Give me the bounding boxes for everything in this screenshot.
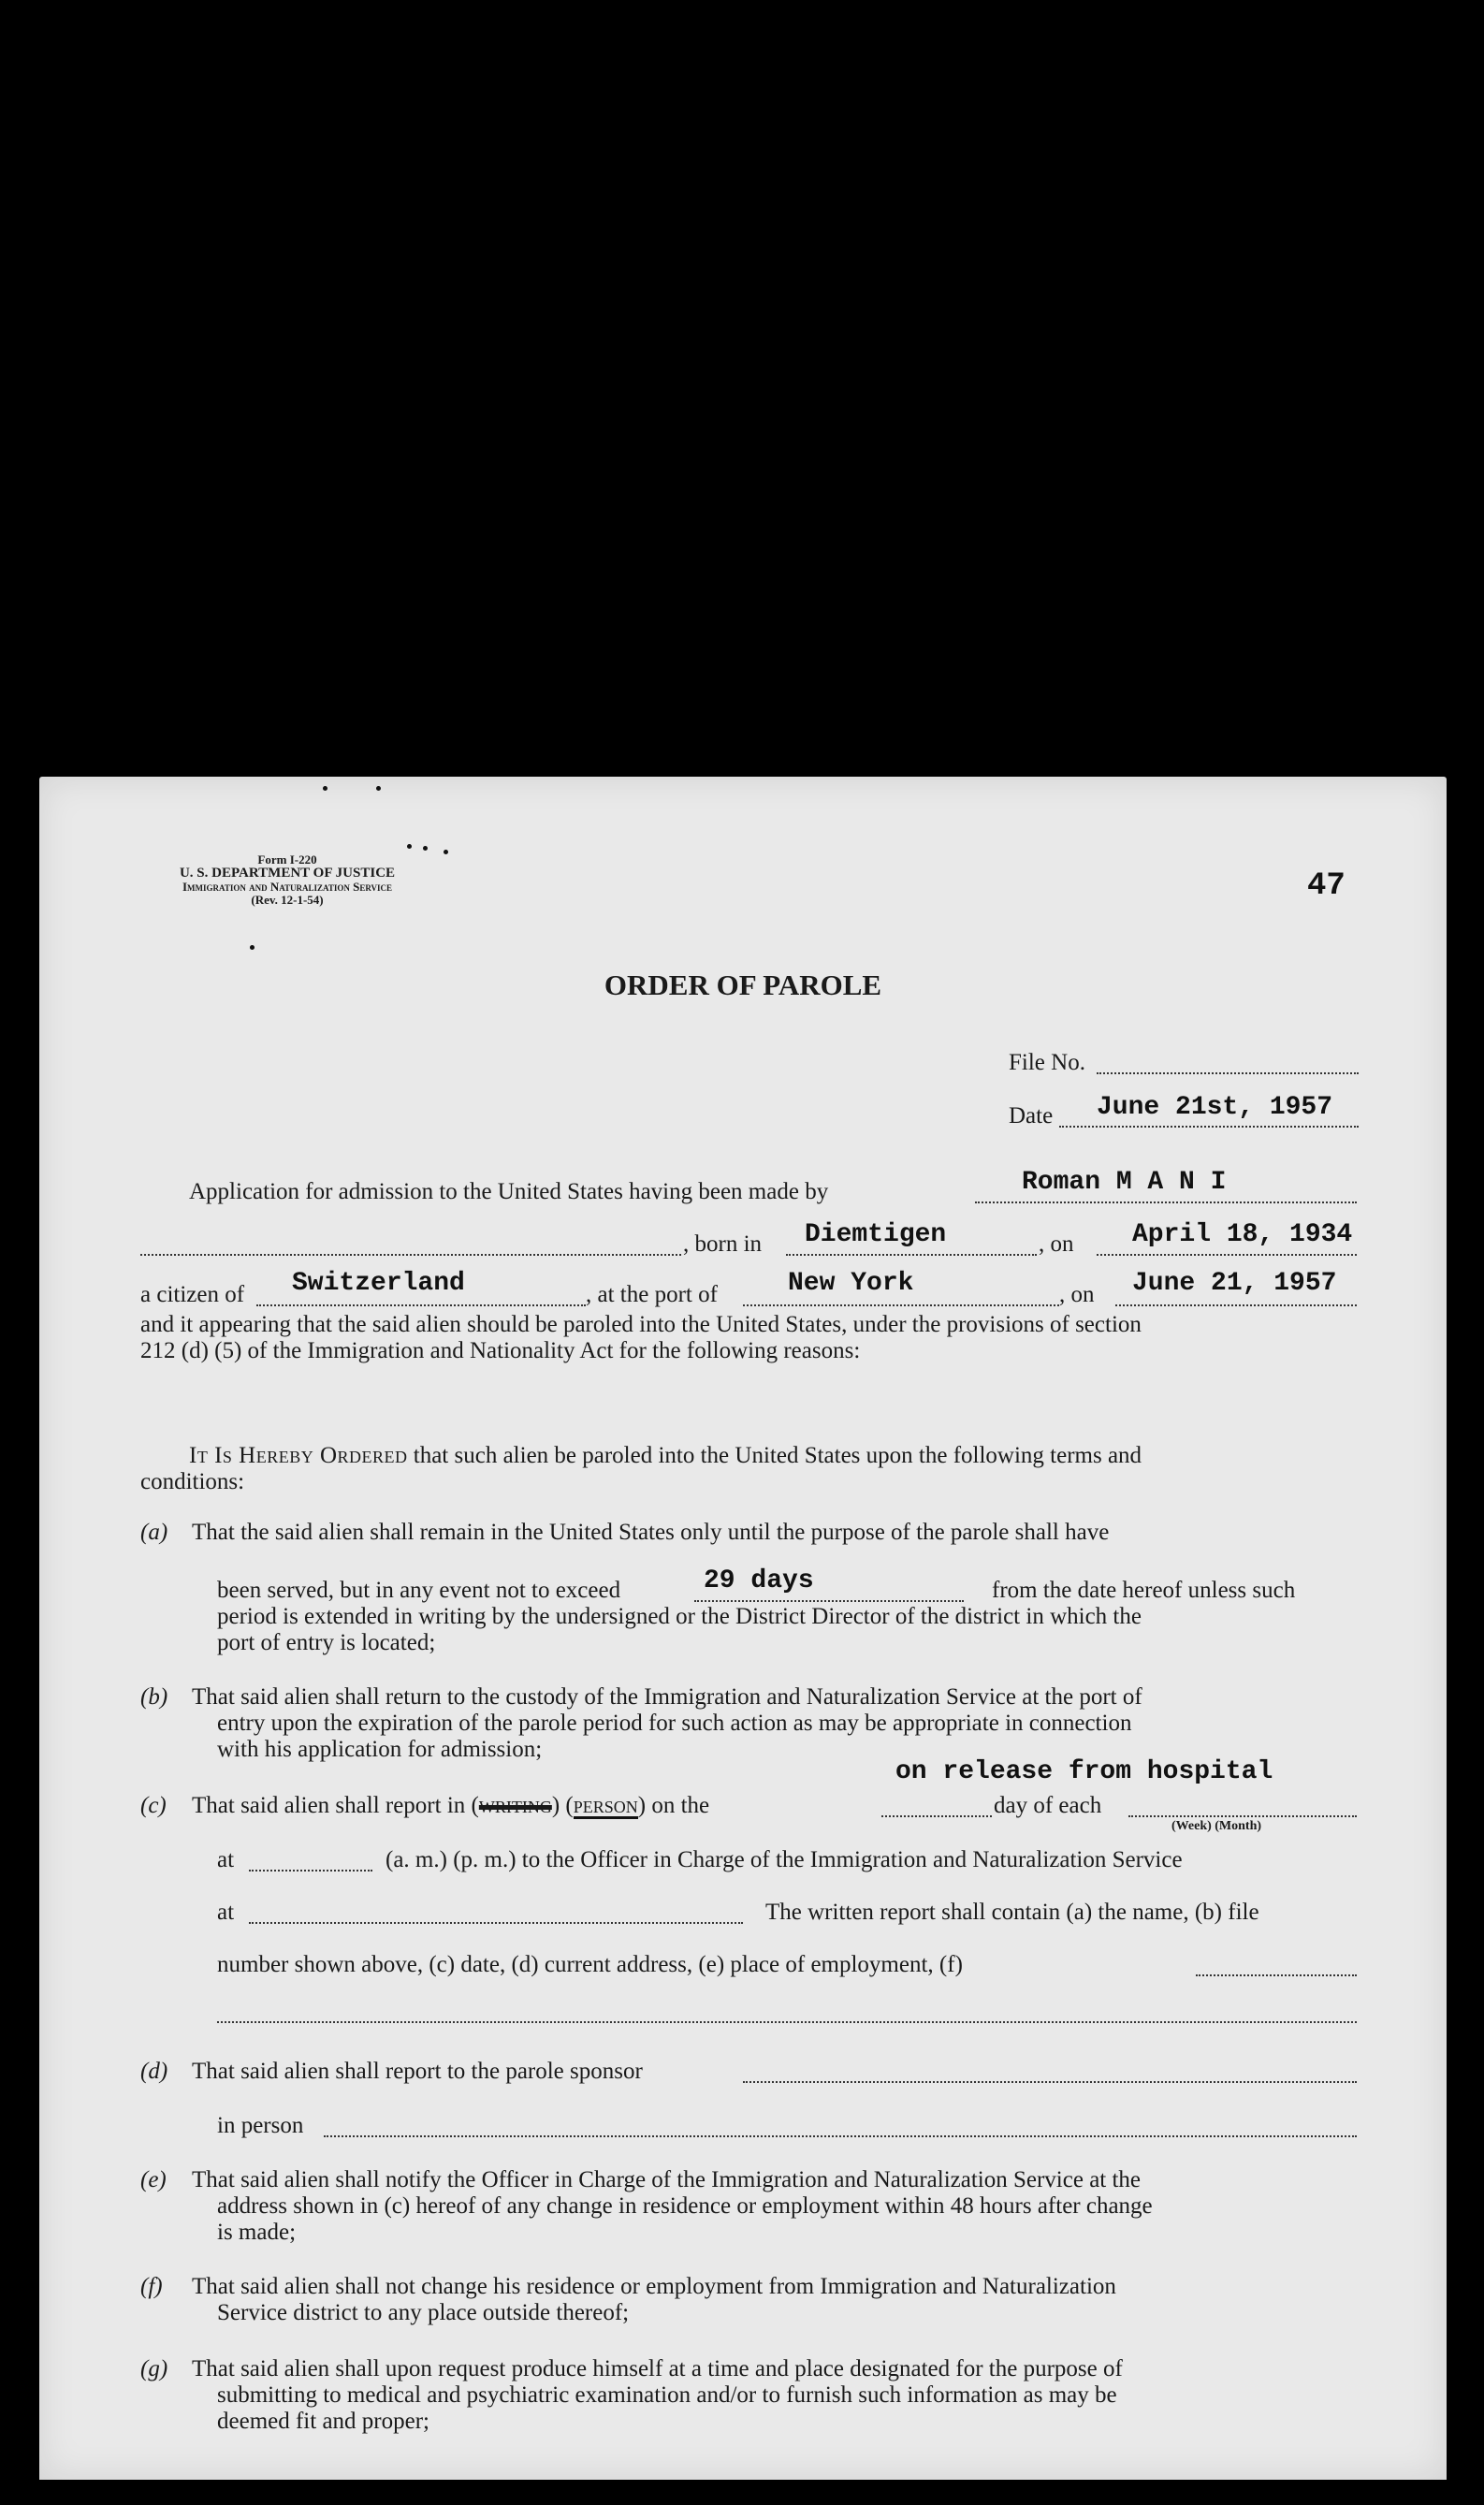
speck	[407, 844, 412, 849]
speck	[250, 945, 255, 950]
condition-a-line-2a: been served, but in any event not to exceed	[217, 1578, 621, 1603]
condition-c-at-label: at	[217, 1847, 235, 1872]
condition-f-line-2: Service district to any place outside thereof;	[217, 2300, 630, 2325]
born-in-label: , born in	[683, 1231, 763, 1257]
in-person-label: in person	[217, 2113, 304, 2138]
form-number: Form I-220	[257, 852, 317, 867]
order-line-2: conditions:	[140, 1469, 245, 1494]
condition-g-line-1: That said alien shall upon request produce himself at a time and place designated for the purpose of	[192, 2356, 1123, 2381]
condition-c-line-1	[192, 1793, 709, 1819]
speck	[376, 786, 381, 791]
citizenship-line	[256, 1304, 586, 1306]
condition-b-line-3: with his application for admission;	[217, 1737, 543, 1762]
condition-a-line-3: period is extended in writing by the undersigned or the District Director of the district in which the	[217, 1604, 1142, 1629]
location-line	[249, 1922, 743, 1924]
condition-a-label: (a)	[140, 1520, 168, 1545]
condition-f-label: (f)	[140, 2274, 163, 2299]
date-value: June 21st, 1957	[1097, 1093, 1333, 1122]
order-lead: It Is Hereby Ordered	[189, 1443, 408, 1468]
in-person-line	[324, 2135, 1357, 2137]
condition-c-line-1a: That said alien shall report in (	[192, 1793, 479, 1818]
sponsor-line	[743, 2081, 1357, 2083]
condition-g-line-2: submitting to medical and psychiatric examination and/or to furnish such information as may be	[217, 2382, 1117, 2408]
form-revision: (Rev. 12-1-54)	[251, 893, 324, 908]
condition-f-line-1: That said alien shall not change his residence or employment from Immigration and Naturalization	[192, 2274, 1116, 2299]
citizen-label: a citizen of	[140, 1282, 245, 1307]
condition-c-line-4: number shown above, (c) date, (d) current address, (e) place of employment, (f)	[217, 1952, 963, 1977]
date-label: Date	[1009, 1103, 1054, 1129]
speck	[323, 786, 327, 791]
condition-b-label: (b)	[140, 1684, 168, 1710]
person-option: PERSON	[574, 1798, 638, 1819]
condition-c-line-1c: ) on the	[637, 1793, 710, 1818]
port-line	[743, 1304, 1059, 1306]
writing-struck: WRITING	[478, 1798, 552, 1816]
time-line	[249, 1870, 372, 1871]
file-no-line	[1097, 1072, 1359, 1074]
condition-g-label: (g)	[140, 2356, 168, 2381]
day-line	[881, 1815, 992, 1817]
document-title: ORDER OF PAROLE	[604, 969, 882, 1001]
arrival-date-line	[1115, 1304, 1357, 1306]
condition-e-line-3: is made;	[217, 2220, 297, 2245]
days-line	[694, 1600, 964, 1602]
condition-c-line-2: (a. m.) (p. m.) to the Officer in Charge of the Immigration and Naturalization Service	[386, 1847, 1183, 1872]
order-line-1	[189, 1443, 1142, 1469]
condition-e-line-1: That said alien shall notify the Officer in Charge of the Immigration and Naturalization Service at the	[192, 2167, 1142, 2192]
birthplace: Diemtigen	[805, 1220, 947, 1249]
condition-d-line-1: That said alien shall report to the parole sponsor	[192, 2059, 643, 2084]
birth-date: April 18, 1934	[1132, 1220, 1353, 1249]
days-value: 29 days	[704, 1566, 814, 1595]
file-no-label: File No.	[1009, 1050, 1085, 1075]
condition-a-line-2b: from the date hereof unless such	[992, 1578, 1296, 1603]
condition-c-at-label-2: at	[217, 1900, 235, 1925]
application-intro: Application for admission to the United States having been made by	[189, 1179, 829, 1204]
item-f-line	[1196, 1974, 1357, 1976]
condition-e-label: (e)	[140, 2167, 167, 2192]
speck	[444, 850, 448, 854]
on-label-2: , on	[1059, 1282, 1095, 1307]
condition-a-line-1: That the said alien shall remain in the United States only until the purpose of the parole shall have	[192, 1520, 1110, 1545]
condition-d-label: (d)	[140, 2059, 168, 2084]
each-line	[1128, 1815, 1357, 1817]
arrival-date: June 21, 1957	[1132, 1269, 1337, 1298]
application-line-5: 212 (d) (5) of the Immigration and Nationality Act for the following reasons:	[140, 1338, 861, 1363]
birthplace-line	[786, 1254, 1037, 1256]
service-name: Immigration and Naturalization Service	[182, 880, 393, 895]
form-header	[133, 853, 442, 907]
condition-a-line-4: port of entry is located;	[217, 1630, 436, 1655]
condition-c-line-3: The written report shall contain (a) the name, (b) file	[765, 1900, 1259, 1925]
port: New York	[788, 1269, 914, 1298]
application-line-4: and it appearing that the said alien should be paroled into the United States, under the provisions of section	[140, 1312, 1142, 1337]
condition-g-line-3: deemed fit and proper;	[217, 2409, 429, 2434]
name-line	[975, 1202, 1357, 1203]
document-page	[39, 777, 1447, 2480]
condition-b-line-2: entry upon the expiration of the parole period for such action as may be appropriate in connection	[217, 1711, 1132, 1736]
condition-c-line-1d: day of each	[994, 1793, 1102, 1818]
date-line	[1059, 1126, 1359, 1128]
blank-line	[140, 1254, 681, 1256]
department-name: U. S. DEPARTMENT OF JUSTICE	[179, 865, 396, 881]
port-label: , at the port of	[586, 1282, 718, 1307]
order-text: that such alien be paroled into the United States upon the following terms and	[407, 1443, 1142, 1468]
condition-b-line-1: That said alien shall return to the custody of the Immigration and Naturalization Service at the port of	[192, 1684, 1142, 1710]
citizenship: Switzerland	[292, 1269, 465, 1298]
speck	[423, 846, 428, 851]
condition-e-line-2: address shown in (c) hereof of any change in residence or employment within 48 hours after change	[217, 2193, 1153, 2219]
week-month-label: (Week) (Month)	[1171, 1819, 1262, 1833]
birth-date-line	[1097, 1254, 1357, 1256]
page-number: 47	[1307, 868, 1346, 904]
condition-c-typed-note: on release from hospital	[895, 1757, 1273, 1786]
condition-c-line-1b: ) (	[551, 1793, 574, 1818]
on-label-1: , on	[1039, 1231, 1074, 1257]
blank-full-line	[217, 2021, 1357, 2023]
applicant-name: Roman M A N I	[1022, 1168, 1227, 1197]
condition-c-label: (c)	[140, 1793, 167, 1818]
